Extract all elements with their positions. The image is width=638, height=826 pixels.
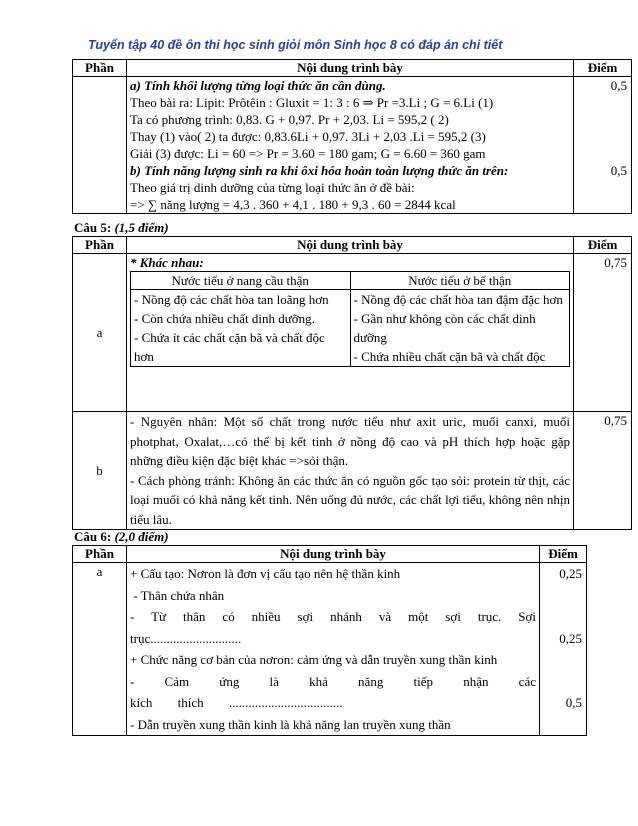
question-label: Câu 6: — [74, 529, 112, 544]
content-line: Giải (3) được: Li = 60 => Pr = 3.60 = 180 gam; G = 6.60 = 360 gam — [130, 146, 486, 161]
list-item: - Còn chứa nhiều chất dinh dưỡng. — [134, 311, 315, 326]
question-6-title — [74, 529, 169, 545]
part-cell — [73, 77, 127, 214]
question-5-title — [74, 220, 169, 236]
comparison-table — [130, 271, 570, 367]
content-cell — [127, 563, 540, 736]
score-value: 0,5 — [565, 695, 582, 710]
content-line: Theo bài ra: Lipit: Prôtêin : Gluxit = 1: 3 : 6 ⇒ Pr =3.Li ; G = 6.Li (1) — [130, 95, 494, 110]
content-line: Thay (1) vào( 2) ta được: 0,83.6Li + 0,97. 3Li + 2,03 .Li = 595,2 (3) — [130, 129, 486, 144]
header-score: Điểm — [574, 60, 632, 77]
header-content: Nội dung trình bày — [127, 60, 574, 77]
content-line: Theo giá trị dinh dưỡng của từng loại thức ăn ở đề bài: — [130, 180, 415, 195]
question-points: (1,5 điểm) — [114, 220, 169, 235]
content-line: b) Tính năng lượng sinh ra khi ôxi hóa hoàn toàn lượng thức ăn trên: — [130, 163, 509, 178]
comparison-col-2 — [350, 290, 570, 367]
content-line: - Dẫn truyền xung thần kinh là khả năng lan truyền xung thần — [130, 716, 451, 732]
content-line: Ta có phương trình: 0,83. G + 0,97. Pr + 2,03. Li = 595,2 ( 2) — [130, 112, 449, 127]
document-header: Tuyển tập 40 đề ôn thi học sinh giỏi môn Sinh học 8 có đáp án chi tiết — [88, 38, 503, 52]
content-line: + Chức năng cơ bản của nơron: cảm ứng và dẫn truyền xung thần kinh — [130, 652, 498, 667]
comparison-header-1: Nước tiểu ở nang cầu thận — [131, 272, 351, 290]
content-cell — [127, 254, 574, 412]
answer-table-q6 — [72, 545, 587, 736]
content-line: - Từ thân có nhiều sợi nhánh và một sợi trục. Sợi trục............................ — [130, 609, 536, 646]
score-value: 0,5 — [610, 163, 627, 178]
content-line: => ∑ năng lượng = 4,3 . 360 + 4,1 . 180 + 9,3 . 60 = 2844 kcal — [130, 197, 456, 212]
part-cell: a — [73, 254, 127, 412]
list-item: - Nồng độ các chất hòa tan loãng hơn — [134, 292, 329, 307]
content-line: - Cảm ứng là khả năng tiếp nhận các kích thích ................................... — [130, 673, 536, 710]
content-cell — [127, 412, 574, 530]
score-value: 0,5 — [610, 78, 627, 93]
list-item: - Nồng độ các chất hòa tan đậm đặc hơn — [353, 292, 563, 307]
question-points: (2,0 điểm) — [114, 529, 169, 544]
list-item: - Chứa ít các chất cặn bã và chất độc hơn — [134, 330, 325, 364]
score-value: 0,25 — [559, 566, 582, 581]
score-cell — [574, 77, 632, 214]
part-cell: a — [73, 563, 127, 736]
content-line: - Thân chứa nhân — [130, 587, 225, 603]
header-part: Phần — [73, 237, 127, 254]
list-item: - Gần như không còn các chất dinh dưỡng — [353, 311, 536, 345]
header-content: Nội dung trình bày — [127, 546, 540, 563]
answer-table-q4 — [72, 59, 632, 214]
comparison-col-1 — [131, 290, 351, 367]
question-label: Câu 5: — [74, 220, 112, 235]
paragraph: - Cách phòng tránh: Không ăn các thức ăn có nguồn gốc tạo sỏi: protein từ thịt, các loại muối có khả năng kết tinh. Nên uống đủ nước, các chất lợi tiểu, không nên nhịn tiểu lâu. — [130, 472, 570, 527]
score-cell — [540, 563, 587, 736]
part-cell: b — [73, 412, 127, 530]
paragraph: - Nguyên nhân: Một số chất trong nước tiểu như axit uric, muối canxi, muối photphat, Oxalat,…có thể bị kết tinh ở nồng độ cao và pH thích hợp hoặc gặp những điều kiện đặc biệt khác =>sỏi thận. — [130, 414, 570, 468]
content-cell — [127, 77, 574, 214]
content-line: a) Tính khối lượng từng loại thức ăn cần dùng. — [130, 78, 386, 93]
header-content: Nội dung trình bày — [127, 237, 574, 254]
header-score: Điểm — [540, 546, 587, 563]
comparison-header-2: Nước tiểu ở bể thận — [350, 272, 570, 290]
section-heading: * Khác nhau: — [130, 255, 204, 270]
score-cell: 0,75 — [574, 412, 632, 530]
score-value: 0,25 — [559, 630, 582, 646]
score-cell: 0,75 — [574, 254, 632, 412]
header-score: Điểm — [574, 237, 632, 254]
content-line: + Cấu tạo: Nơron là đơn vị cấu tạo nên hệ thần kinh — [130, 566, 401, 581]
header-part: Phần — [73, 546, 127, 563]
answer-table-q5 — [72, 236, 632, 530]
header-part: Phần — [73, 60, 127, 77]
list-item: - Chứa nhiều chất cặn bã và chất độc — [353, 349, 546, 364]
